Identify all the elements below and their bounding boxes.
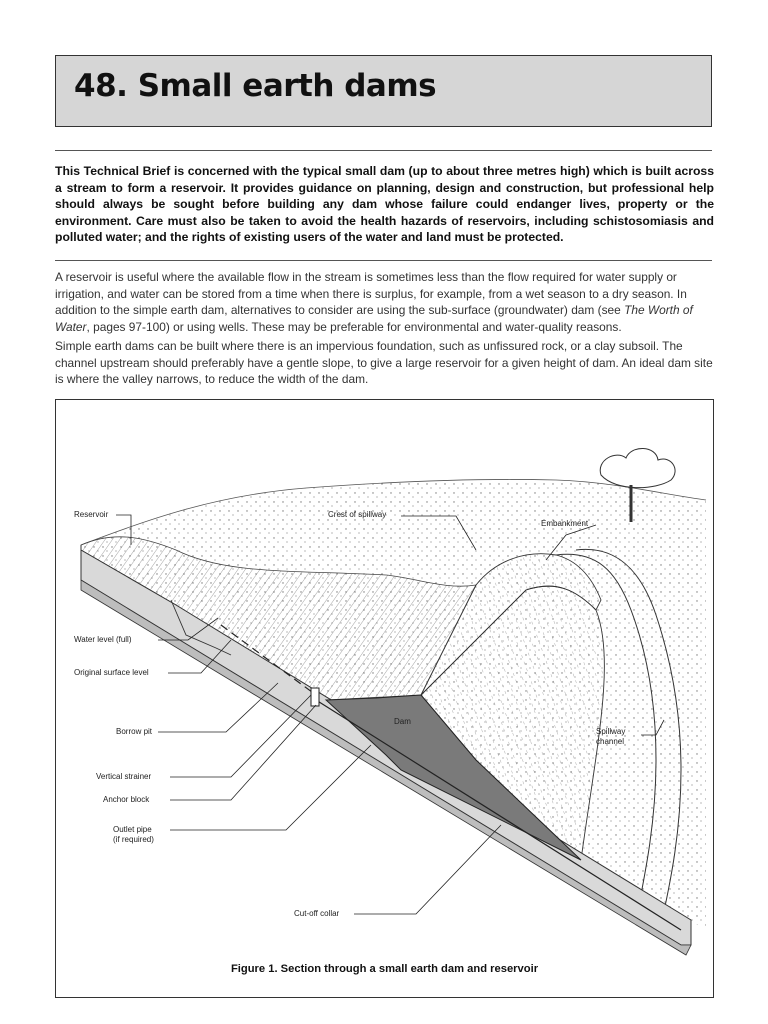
label-water-level: Water level (full) [74, 635, 132, 644]
label-original-surface: Original surface level [74, 668, 149, 677]
paragraph-reservoir-text-b: , pages 97-100) or using wells. These may be preferable for environmental and water-quality reasons. [86, 319, 622, 334]
label-borrow-pit: Borrow pit [116, 727, 153, 736]
divider-intro [55, 260, 712, 261]
intro-summary: This Technical Brief is concerned with the typical small dam (up to about three metres high) which is built across a stream to form a reservoir. It provides guidance on planning, design and construction, but professional help should always be sought before building any dam whose failure could endanger lives, property or the environment. Care must also be taken to avoid the health hazards of reservoirs, including schistosomiasis and polluted water; and the rights of existing users of the water and land must be protected. [55, 164, 714, 245]
label-spillway-channel: channel [596, 737, 625, 746]
paragraph-earth-dams: Simple earth dams can be built where there is an impervious foundation, such as unfissured rock, or a clay subsoil. The channel upstream should preferably have a gentle slope, to give a large reservoir for a given height of dam. An ideal dam site is where the valley narrows, to reduce the width of the dam. [55, 339, 713, 387]
label-spillway: Spillway [596, 727, 626, 736]
book-title-link-text: The Worth of Water [55, 303, 693, 334]
page-title: 48. Small earth dams [74, 68, 437, 104]
title-banner [55, 55, 712, 127]
label-embankment: Embankment [541, 519, 589, 528]
paragraph-reservoir-text-a: A reservoir is useful where the available flow in the stream is sometimes less than the flow required for water supply or irrigation, and water can be stored from a time when there is surplus, for example, from a wet season to a dry season. In addition to the simple earth dam, alternatives to consider are using the sub-surface (groundwater) dam (see [55, 270, 687, 318]
divider-top [55, 150, 712, 151]
figure-1 [55, 399, 714, 998]
label-dam: Dam [394, 717, 411, 726]
vertical-strainer-mark [311, 688, 319, 706]
label-reservoir: Reservoir [74, 510, 109, 519]
label-outlet-pipe-note: (if required) [113, 835, 154, 844]
label-outlet-pipe: Outlet pipe [113, 825, 152, 834]
paragraph-reservoir [55, 269, 715, 335]
label-cutoff-collar: Cut-off collar [294, 909, 340, 918]
dam-section-illustration [56, 400, 713, 997]
figure-caption: Figure 1. Section through a small earth dam and reservoir [230, 963, 539, 975]
label-anchor-block: Anchor block [103, 795, 150, 804]
label-crest-of-spillway: Crest of spillway [328, 510, 387, 519]
label-vertical-strainer: Vertical strainer [96, 772, 152, 781]
